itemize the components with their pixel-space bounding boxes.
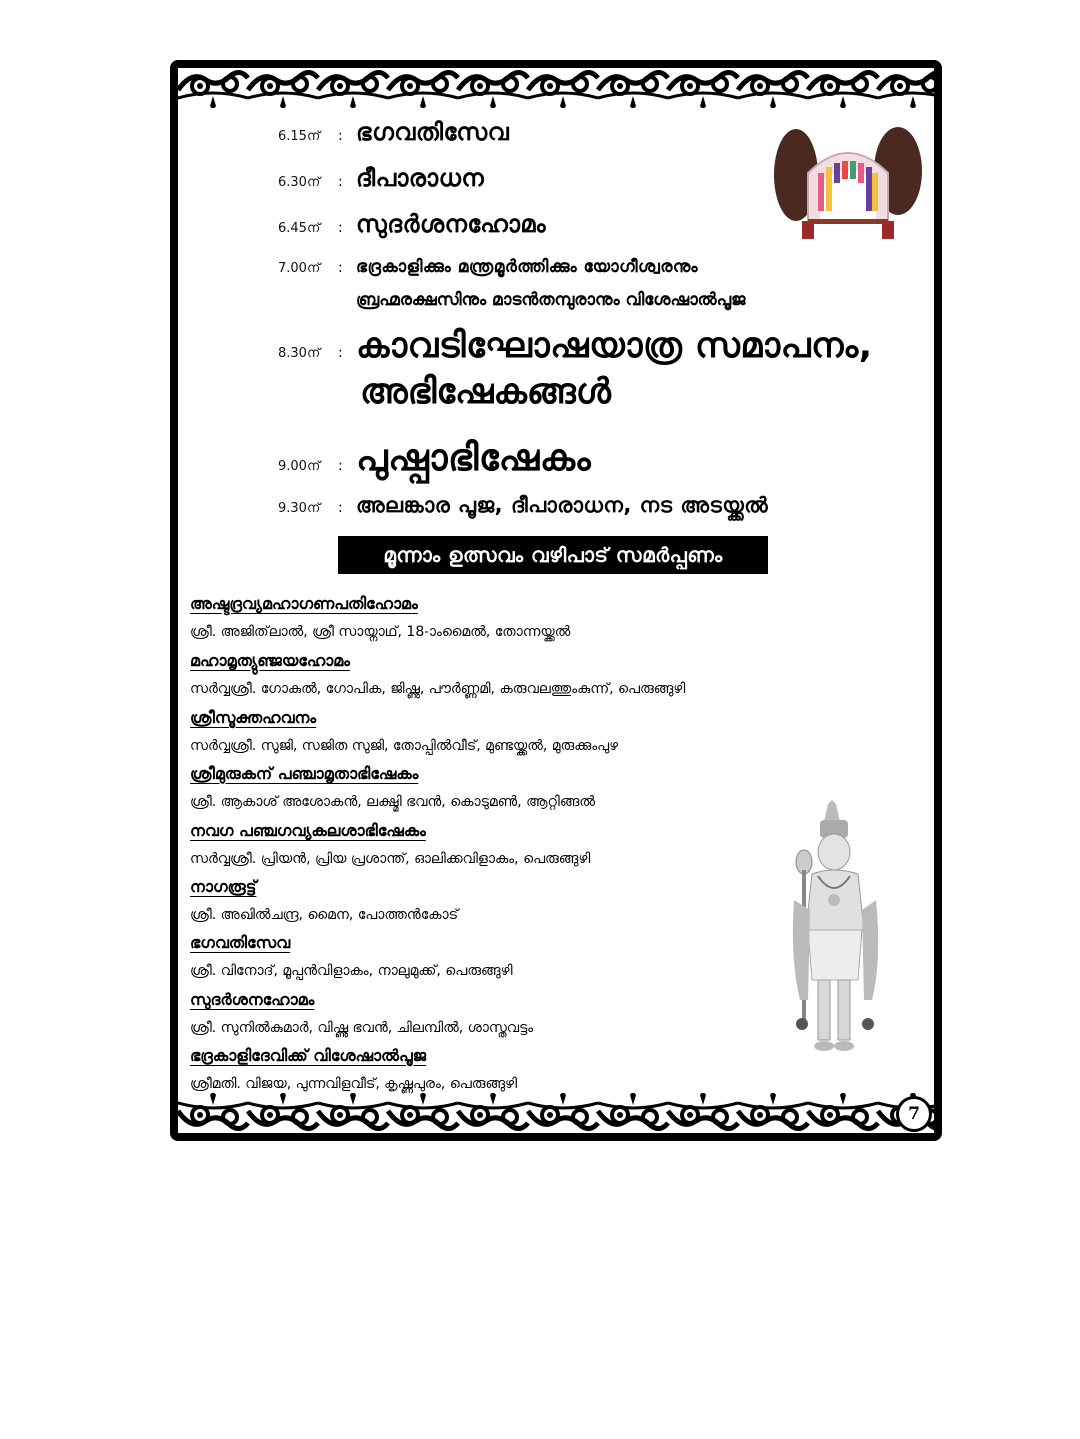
schedule-time: 6.15ന്: [278, 129, 321, 144]
schedule-time: 8.30ന്: [278, 346, 321, 361]
schedule-separator: :: [338, 260, 343, 276]
offering-item: [190, 990, 533, 1036]
ornamental-border-top: [178, 68, 934, 108]
offering-title: ഭദ്രകാളിദേവിക്ക് വിശേഷാൽപൂജ: [190, 1046, 427, 1065]
page-number-badge: 7: [896, 1096, 932, 1132]
schedule-row: [278, 164, 484, 192]
offering-item: [190, 651, 685, 697]
schedule-separator: :: [338, 345, 343, 361]
schedule-event: പുഷ്പാഭിഷേകം: [356, 436, 592, 479]
offering-donor: സർവ്വശ്രീ. ഗോകുൽ, ഗോപിക, ജിഷ്ണു, പൗർണ്ണമി, കരുവലത്തുംകുന്ന്, പെരുങ്ങുഴി: [190, 681, 686, 697]
schedule-row: [278, 257, 698, 277]
schedule-event: കാവടിഘോഷയാത്ര സമാപനം,: [356, 326, 873, 366]
offering-title: മഹാമൃത്യുഞ്ജയഹോമം: [190, 651, 351, 670]
offering-donor: ശ്രീ. അഖിൽചന്ദ്ര, മൈന, പോത്തൻകോട്: [190, 907, 459, 923]
schedule-separator: :: [338, 174, 343, 190]
offering-title: അഷ്ടദ്രവ്യമഹാഗണപതിഹോമം: [190, 594, 418, 613]
schedule-time: 6.45ന്: [278, 221, 321, 236]
schedule-time: 6.30ന്: [278, 175, 321, 190]
offering-donor: ശ്രീ. വിനോദ്, മൂപ്പൻവിളാകം, നാലുമുക്ക്, പെരുങ്ങുഴി: [190, 963, 513, 979]
kavadi-image: [768, 123, 928, 241]
offering-item: [190, 933, 513, 979]
offering-donor: ശ്രീമതി. വിജയ, പുന്നവിളവീട്, കൃഷ്ണപുരം, പെരുങ്ങുഴി: [190, 1076, 517, 1092]
schedule-event-continued: അഭിഷേകങ്ങൾ: [360, 372, 611, 412]
schedule-row: [278, 210, 546, 238]
schedule-separator: :: [338, 500, 343, 516]
offering-item: [190, 877, 458, 923]
section-banner: മൂന്നാം ഉത്സവം വഴിപാട് സമർപ്പണം: [338, 536, 768, 574]
offering-item: [190, 708, 618, 754]
ornamental-border-bottom: [178, 1093, 934, 1133]
offering-donor: സർവ്വശ്രീ. പ്രിയൻ, പ്രിയ പ്രശാന്ത്, ഓലിക്കവിളാകം, പെരുങ്ങുഴി: [190, 851, 591, 867]
schedule-event: ഭഗവതിസേവ: [356, 118, 510, 146]
schedule-event: ദീപാരാധന: [356, 164, 485, 192]
schedule-row: [278, 493, 768, 518]
offering-title: ശ്രീസൂക്തഹവനം: [190, 708, 317, 727]
schedule-row: [278, 118, 509, 146]
schedule-separator: :: [338, 220, 343, 236]
offering-title: നവഗ പഞ്ചഗവ്യകലശാഭിഷേകം: [190, 821, 426, 840]
offering-title: ശ്രീമുരുകന് പഞ്ചാമൃതാഭിഷേകം: [190, 764, 419, 783]
schedule-event: സുദർശനഹോമം: [356, 210, 547, 238]
offering-item: [190, 1046, 517, 1092]
schedule-event: ഭദ്രകാളിക്കും മന്ത്രമൂർത്തിക്കും യോഗീശ്വരനും: [356, 257, 699, 277]
offering-donor: സർവ്വശ്രീ. സുജി, സജിത സുജി, തോപ്പിൽവീട്, മുണ്ടയ്ക്കൽ, മുരുക്കുംപുഴ: [190, 738, 619, 754]
schedule-row: [278, 326, 873, 366]
offering-donor: ശ്രീ. അജിത്‌ലാൽ, ശ്രീ സായ്നാഥ്, 18-ാംമൈൽ, തോന്നയ്ക്കൽ: [190, 624, 571, 640]
offering-item: [190, 821, 590, 867]
schedule-separator: :: [338, 458, 343, 474]
schedule-separator: :: [338, 128, 343, 144]
offering-item: [190, 594, 570, 640]
schedule-time: 9.00ന്: [278, 459, 321, 474]
schedule-row: [278, 436, 591, 480]
offering-donor: ശ്രീ. ആകാശ് അശോകൻ, ലക്ഷ്മി ഭവൻ, കൊടുമൺ, ആറ്റിങ്ങൽ: [190, 794, 595, 810]
murugan-image: [782, 800, 890, 1060]
offering-title: ഭഗവതിസേവ: [190, 933, 291, 952]
schedule-time: 9.30ന്: [278, 501, 321, 516]
schedule-event-continued: ബ്രഹ്മരക്ഷസിനും മാടൻതമ്പുരാനും വിശേഷാൽപൂജ: [356, 290, 746, 310]
offering-title: സുദർശനഹോമം: [190, 990, 315, 1009]
offering-title: നാഗരൂട്ട്: [190, 877, 257, 896]
schedule-event: അലങ്കാര പൂജ, ദീപാരാധന, നട അടയ്ക്കൽ: [356, 493, 769, 517]
offering-item: [190, 764, 595, 810]
schedule-time: 7.00ന്: [278, 261, 321, 276]
offering-donor: ശ്രീ. സുനിൽകുമാർ, വിഷ്ണു ഭവൻ, ചിലമ്പിൽ, ശാസ്തവട്ടം: [190, 1020, 534, 1036]
